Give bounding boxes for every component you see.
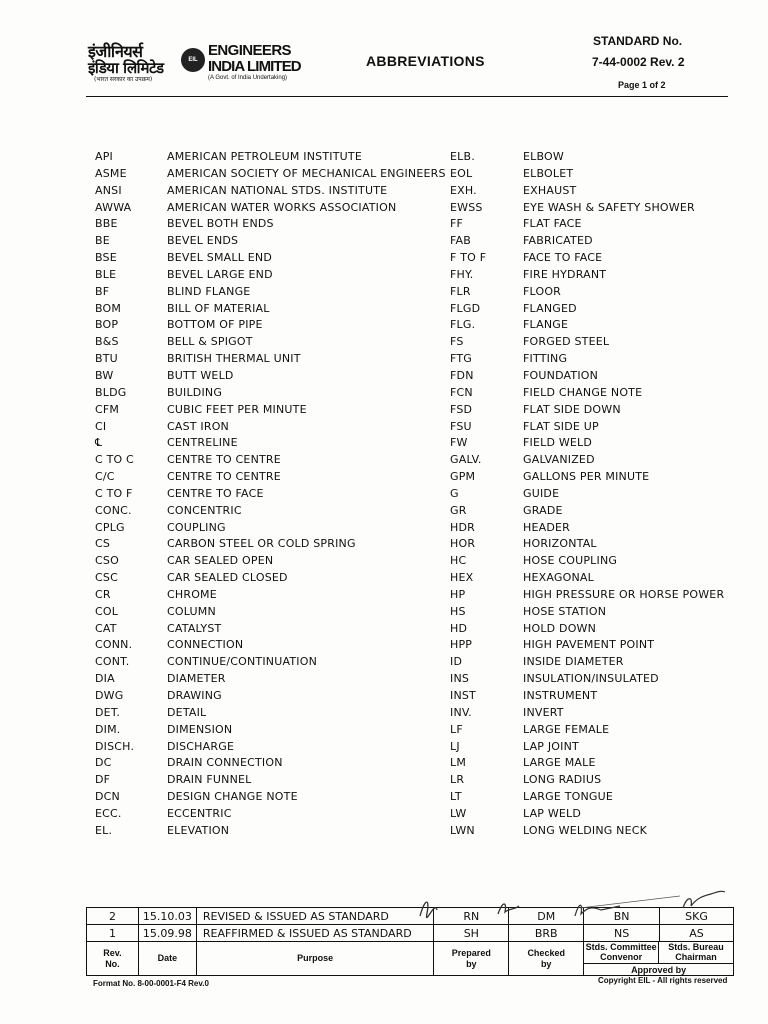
abbreviation-code: API bbox=[95, 150, 114, 163]
purpose-header: Purpose bbox=[196, 942, 434, 976]
abbreviation-meaning: BEVEL SMALL END bbox=[167, 251, 272, 265]
abbreviation-meaning: DRAWING bbox=[167, 689, 222, 702]
abbreviation-meaning: FLAT FACE bbox=[523, 217, 582, 231]
abbreviation-meaning: CENTRE TO CENTRE bbox=[167, 453, 281, 467]
abbreviation-meaning: BEVEL BOTH ENDS bbox=[167, 217, 274, 231]
format-number: Format No. 8-00-0001-F4 Rev.0 bbox=[93, 979, 209, 988]
abbreviation-meaning: CONCENTRIC bbox=[167, 503, 242, 517]
abbreviation-meaning: CAST IRON bbox=[167, 419, 229, 433]
revision-prepared-cell: RN bbox=[434, 908, 509, 925]
abbreviation-code: FSU bbox=[450, 419, 472, 433]
approved-by-header bbox=[584, 942, 734, 976]
abbreviation-code: BSE bbox=[95, 251, 117, 265]
logo-hindi-line1: इंजीनियर्स bbox=[88, 42, 143, 61]
abbreviation-meaning: HOLD DOWN bbox=[523, 621, 597, 635]
abbreviation-meaning: FITTING bbox=[523, 352, 568, 366]
abbreviation-meaning: COUPLING bbox=[167, 520, 226, 534]
abbreviation-code: GALV. bbox=[450, 453, 482, 467]
abbreviation-code: FAB bbox=[450, 234, 471, 248]
abbreviation-meaning: ELBOLET bbox=[523, 166, 574, 180]
abbreviation-meaning: BUILDING bbox=[167, 385, 223, 399]
abbreviation-code: EL. bbox=[95, 823, 113, 837]
abbreviation-meaning: EXHAUST bbox=[523, 183, 577, 197]
revision-prepared-cell: SH bbox=[434, 925, 509, 942]
abbreviation-code: CR bbox=[95, 587, 111, 601]
abbreviation-code: DC bbox=[95, 756, 112, 770]
abbreviation-meaning: FLAT SIDE UP bbox=[523, 419, 599, 433]
abbreviation-meaning: BUTT WELD bbox=[167, 368, 234, 382]
signature-marks bbox=[415, 888, 735, 928]
abbreviation-meaning: LARGE FEMALE bbox=[523, 722, 610, 736]
abbreviation-code: LF bbox=[450, 722, 463, 736]
abbreviation-code: DWG bbox=[95, 689, 124, 702]
abbreviation-code: HEX bbox=[450, 571, 474, 585]
eil-emblem-icon: EIL bbox=[181, 48, 205, 72]
abbreviation-code: EXH. bbox=[450, 183, 477, 197]
abbreviation-code: AWWA bbox=[95, 200, 132, 214]
abbreviation-code: DET. bbox=[95, 705, 121, 719]
abbreviation-code: C TO F bbox=[95, 486, 133, 500]
abbreviation-code: FCN bbox=[450, 385, 473, 399]
abbreviation-code: HDR bbox=[450, 520, 475, 534]
abbreviation-code: DIA bbox=[95, 672, 115, 686]
abbreviation-meaning: BILL OF MATERIAL bbox=[167, 301, 270, 315]
abbreviation-meaning: GUIDE bbox=[523, 486, 560, 500]
abbreviation-code: FLG. bbox=[450, 318, 476, 332]
logo-hindi-line2: इंडिया लिमिटेड bbox=[88, 59, 164, 77]
abbreviation-code: ℄ bbox=[95, 436, 103, 450]
abbreviation-code: FW bbox=[450, 436, 468, 450]
abbreviation-code: C/C bbox=[95, 470, 115, 484]
abbreviation-meaning: LONG RADIUS bbox=[523, 773, 602, 787]
abbreviation-code: LT bbox=[450, 790, 462, 804]
abbreviation-meaning: DIMENSION bbox=[167, 722, 233, 736]
abbreviation-code: G bbox=[450, 486, 459, 500]
abbreviation-code: FLR bbox=[450, 284, 471, 298]
abbreviation-code: FS bbox=[450, 335, 464, 349]
revision-chairman-cell: AS bbox=[660, 925, 734, 942]
abbreviation-meaning: CONNECTION bbox=[167, 638, 244, 652]
abbreviation-code: BBE bbox=[95, 217, 118, 231]
abbreviation-code: B&S bbox=[95, 335, 119, 349]
abbreviation-code: EWSS bbox=[450, 200, 483, 214]
abbreviation-code: HP bbox=[450, 587, 466, 601]
abbreviation-meaning: EYE WASH & SAFETY SHOWER bbox=[523, 200, 695, 214]
abbreviation-meaning: BOTTOM OF PIPE bbox=[167, 318, 263, 332]
abbreviation-meaning: CAR SEALED CLOSED bbox=[167, 571, 288, 585]
abbreviation-code: BF bbox=[95, 284, 110, 298]
abbreviation-code: CONN. bbox=[95, 638, 133, 652]
abbreviation-meaning: FACE TO FACE bbox=[523, 251, 603, 265]
abbreviation-code: HD bbox=[450, 621, 468, 635]
signature-dm bbox=[498, 904, 519, 914]
abbreviation-meaning: LAP WELD bbox=[523, 806, 582, 820]
abbreviation-meaning: HORIZONTAL bbox=[523, 537, 597, 551]
abbreviation-code: INS bbox=[450, 672, 470, 686]
revision-rev-cell: 1 bbox=[87, 925, 139, 942]
abbreviation-meaning: FABRICATED bbox=[523, 234, 593, 248]
abbreviation-code: GR bbox=[450, 503, 467, 517]
abbreviation-meaning: INSTRUMENT bbox=[523, 689, 598, 702]
abbreviation-meaning: AMERICAN PETROLEUM INSTITUTE bbox=[167, 150, 362, 163]
abbreviation-code: ECC. bbox=[95, 806, 122, 820]
abbreviation-meaning: BLIND FLANGE bbox=[167, 284, 251, 298]
abbreviation-meaning: DISCHARGE bbox=[167, 739, 235, 753]
logo-english-line1: ENGINEERS bbox=[208, 42, 291, 59]
prepared-by-header: Prepared by bbox=[434, 942, 509, 976]
logo-hindi-line3: (भारत सरकार का उपक्रम) bbox=[94, 76, 153, 83]
abbreviation-meaning: INVERT bbox=[523, 705, 564, 719]
abbreviation-meaning: DESIGN CHANGE NOTE bbox=[167, 790, 298, 804]
abbreviation-code: CONT. bbox=[95, 655, 130, 669]
abbreviation-meaning: DIAMETER bbox=[167, 672, 226, 686]
abbreviation-code: BW bbox=[95, 368, 114, 382]
abbreviation-code: FHY. bbox=[450, 267, 474, 281]
abbreviation-code: CPLG bbox=[95, 520, 125, 534]
abbreviation-code: CONC. bbox=[95, 503, 132, 517]
abbreviation-code: HC bbox=[450, 554, 467, 568]
signature-stroke bbox=[580, 896, 680, 908]
revision-date-cell: 15.10.03 bbox=[138, 908, 196, 925]
document-title: ABBREVIATIONS bbox=[366, 53, 485, 69]
revision-purpose-cell: REVISED & ISSUED AS STANDARD bbox=[196, 908, 434, 925]
standard-number: 7-44-0002 Rev. 2 bbox=[592, 55, 685, 69]
abbreviation-meaning: LAP JOINT bbox=[523, 739, 579, 753]
abbreviation-code: LW bbox=[450, 806, 467, 820]
abbreviation-meaning: DETAIL bbox=[167, 705, 207, 719]
abbreviation-meaning: HIGH PAVEMENT POINT bbox=[523, 638, 655, 652]
signature-bn bbox=[575, 905, 620, 916]
abbreviation-meaning: GALVANIZED bbox=[523, 453, 595, 467]
abbreviation-code: CSC bbox=[95, 571, 118, 585]
abbreviation-meaning: FIELD WELD bbox=[523, 436, 593, 450]
abbreviation-code: ANSI bbox=[95, 183, 122, 197]
abbreviation-meaning: AMERICAN NATIONAL STDS. INSTITUTE bbox=[167, 183, 388, 197]
abbreviation-meaning: FLANGED bbox=[523, 301, 577, 315]
abbreviation-code: ID bbox=[450, 655, 463, 669]
abbreviation-code: FF bbox=[450, 217, 464, 231]
abbreviation-meaning: INSIDE DIAMETER bbox=[523, 655, 624, 669]
abbreviation-code: HS bbox=[450, 604, 466, 618]
abbreviation-meaning: CUBIC FEET PER MINUTE bbox=[167, 402, 307, 416]
abbreviation-meaning: BELL & SPIGOT bbox=[167, 335, 253, 349]
abbreviation-meaning: GRADE bbox=[523, 503, 563, 517]
revision-date-cell: 15.09.98 bbox=[138, 925, 196, 942]
abbreviation-code: CI bbox=[95, 419, 107, 433]
checked-by-header: Checked by bbox=[509, 942, 584, 976]
abbreviation-meaning: ELEVATION bbox=[167, 823, 230, 837]
abbreviation-meaning: CARBON STEEL OR COLD SPRING bbox=[167, 537, 356, 551]
abbreviation-meaning: CONTINUE/CONTINUATION bbox=[167, 655, 317, 669]
revision-chairman-cell: SKG bbox=[660, 908, 734, 925]
company-logo bbox=[88, 38, 318, 90]
abbreviation-code: LR bbox=[450, 773, 465, 787]
abbreviation-meaning: AMERICAN WATER WORKS ASSOCIATION bbox=[167, 200, 397, 214]
abbreviation-meaning: COLUMN bbox=[167, 604, 216, 618]
abbreviation-code: BOM bbox=[95, 301, 122, 315]
abbreviation-code: HOR bbox=[450, 537, 476, 551]
abbreviation-meaning: FLANGE bbox=[523, 318, 569, 332]
abbreviation-code: EOL bbox=[450, 166, 473, 180]
abbreviation-meaning: AMERICAN SOCIETY OF MECHANICAL ENGINEERS bbox=[167, 166, 446, 180]
abbreviation-meaning: HOSE COUPLING bbox=[523, 554, 618, 568]
abbreviation-code: CSO bbox=[95, 554, 119, 568]
abbreviation-code: BTU bbox=[95, 352, 118, 366]
abbreviation-code: F TO F bbox=[450, 251, 487, 265]
logo-english-line2: INDIA LIMITED bbox=[208, 58, 301, 75]
chairman-header: Stds. Bureau Chairman bbox=[659, 942, 733, 964]
approved-by-label: Approved by bbox=[631, 965, 687, 975]
abbreviation-code: FDN bbox=[450, 368, 474, 382]
abbreviation-meaning: HEXAGONAL bbox=[523, 571, 594, 585]
abbreviation-meaning: GALLONS PER MINUTE bbox=[523, 470, 650, 484]
abbreviation-meaning: DRAIN FUNNEL bbox=[167, 773, 252, 787]
abbreviation-code: DISCH. bbox=[95, 739, 135, 753]
standard-label: STANDARD No. bbox=[593, 34, 683, 48]
revision-rev-cell: 2 bbox=[87, 908, 139, 925]
abbreviation-meaning: BEVEL ENDS bbox=[167, 234, 239, 248]
abbreviation-meaning: LARGE TONGUE bbox=[523, 790, 614, 804]
abbreviation-meaning: LARGE MALE bbox=[523, 756, 596, 770]
abbreviation-meaning: FIELD CHANGE NOTE bbox=[523, 385, 643, 399]
abbreviation-meaning: CATALYST bbox=[167, 621, 222, 635]
abbreviation-meaning: LONG WELDING NECK bbox=[523, 823, 648, 837]
abbreviation-code: COL bbox=[95, 604, 119, 618]
abbreviation-code: BLDG bbox=[95, 385, 127, 399]
abbreviation-meaning: DRAIN CONNECTION bbox=[167, 756, 283, 770]
abbreviation-code: FLGD bbox=[450, 301, 481, 315]
abbreviation-code: CFM bbox=[95, 402, 120, 416]
signature-skg bbox=[683, 891, 725, 908]
abbreviation-meaning: ELBOW bbox=[523, 150, 564, 163]
abbreviation-code: C TO C bbox=[95, 453, 134, 467]
header-divider bbox=[86, 96, 728, 97]
abbreviation-meaning: FOUNDATION bbox=[523, 368, 599, 382]
abbreviation-code: FTG bbox=[450, 352, 472, 366]
abbreviation-code: LJ bbox=[450, 739, 460, 753]
abbreviation-meaning: HEADER bbox=[523, 520, 571, 534]
convenor-header: Stds. Committee Convenor bbox=[584, 942, 659, 964]
abbreviation-meaning: HOSE STATION bbox=[523, 604, 607, 618]
abbreviation-meaning: FIRE HYDRANT bbox=[523, 267, 607, 281]
abbreviation-meaning: CAR SEALED OPEN bbox=[167, 554, 274, 568]
abbreviation-meaning: FORGED STEEL bbox=[523, 335, 610, 349]
abbreviation-meaning: CENTRE TO FACE bbox=[167, 486, 264, 500]
abbreviation-code: HPP bbox=[450, 638, 473, 652]
abbreviation-code: BLE bbox=[95, 267, 117, 281]
abbreviation-meaning: INSULATION/INSULATED bbox=[523, 672, 659, 686]
abbreviation-code: INV. bbox=[450, 705, 472, 719]
abbreviation-code: ASME bbox=[95, 166, 127, 180]
signature-rn bbox=[420, 902, 437, 917]
copyright-notice: Copyright EIL - All rights reserved bbox=[598, 976, 728, 985]
abbreviation-meaning: ECCENTRIC bbox=[167, 806, 232, 820]
abbreviation-code: GPM bbox=[450, 470, 476, 484]
abbreviation-code: ELB. bbox=[450, 150, 475, 163]
abbreviation-code: LWN bbox=[450, 823, 475, 837]
abbreviation-code: DF bbox=[95, 773, 111, 787]
revision-convenor-cell: NS bbox=[584, 925, 660, 942]
abbreviation-code: LM bbox=[450, 756, 467, 770]
rev-no-header: Rev. No. bbox=[87, 942, 139, 976]
abbreviation-code: DCN bbox=[95, 790, 120, 804]
abbreviation-meaning: CHROME bbox=[167, 587, 217, 601]
revision-convenor-cell: BN bbox=[584, 908, 660, 925]
abbreviation-code: FSD bbox=[450, 402, 473, 416]
date-header: Date bbox=[138, 942, 196, 976]
page-indicator: Page 1 of 2 bbox=[618, 80, 666, 90]
abbreviation-meaning: FLOOR bbox=[523, 284, 562, 298]
abbreviation-code: CS bbox=[95, 537, 111, 551]
logo-english-line3: (A Govt. of India Undertaking) bbox=[208, 75, 288, 81]
abbreviation-code: DIM. bbox=[95, 722, 121, 736]
abbreviation-meaning: BRITISH THERMAL UNIT bbox=[167, 352, 301, 366]
revision-checked-cell: BRB bbox=[509, 925, 584, 942]
abbreviation-code: INST bbox=[450, 689, 476, 702]
revision-header-row bbox=[87, 942, 734, 976]
revision-checked-cell: DM bbox=[509, 908, 584, 925]
abbreviation-meaning: CENTRE TO CENTRE bbox=[167, 470, 281, 484]
abbreviation-meaning: FLAT SIDE DOWN bbox=[523, 402, 621, 416]
abbreviation-meaning: CENTRELINE bbox=[167, 436, 238, 450]
abbreviation-code: BOP bbox=[95, 318, 119, 332]
abbreviation-meaning: BEVEL LARGE END bbox=[167, 267, 273, 281]
revision-purpose-cell: REAFFIRMED & ISSUED AS STANDARD bbox=[196, 925, 434, 942]
abbreviation-code: BE bbox=[95, 234, 110, 248]
abbreviation-meaning: HIGH PRESSURE OR HORSE POWER bbox=[523, 587, 725, 601]
abbreviation-code: CAT bbox=[95, 621, 117, 635]
